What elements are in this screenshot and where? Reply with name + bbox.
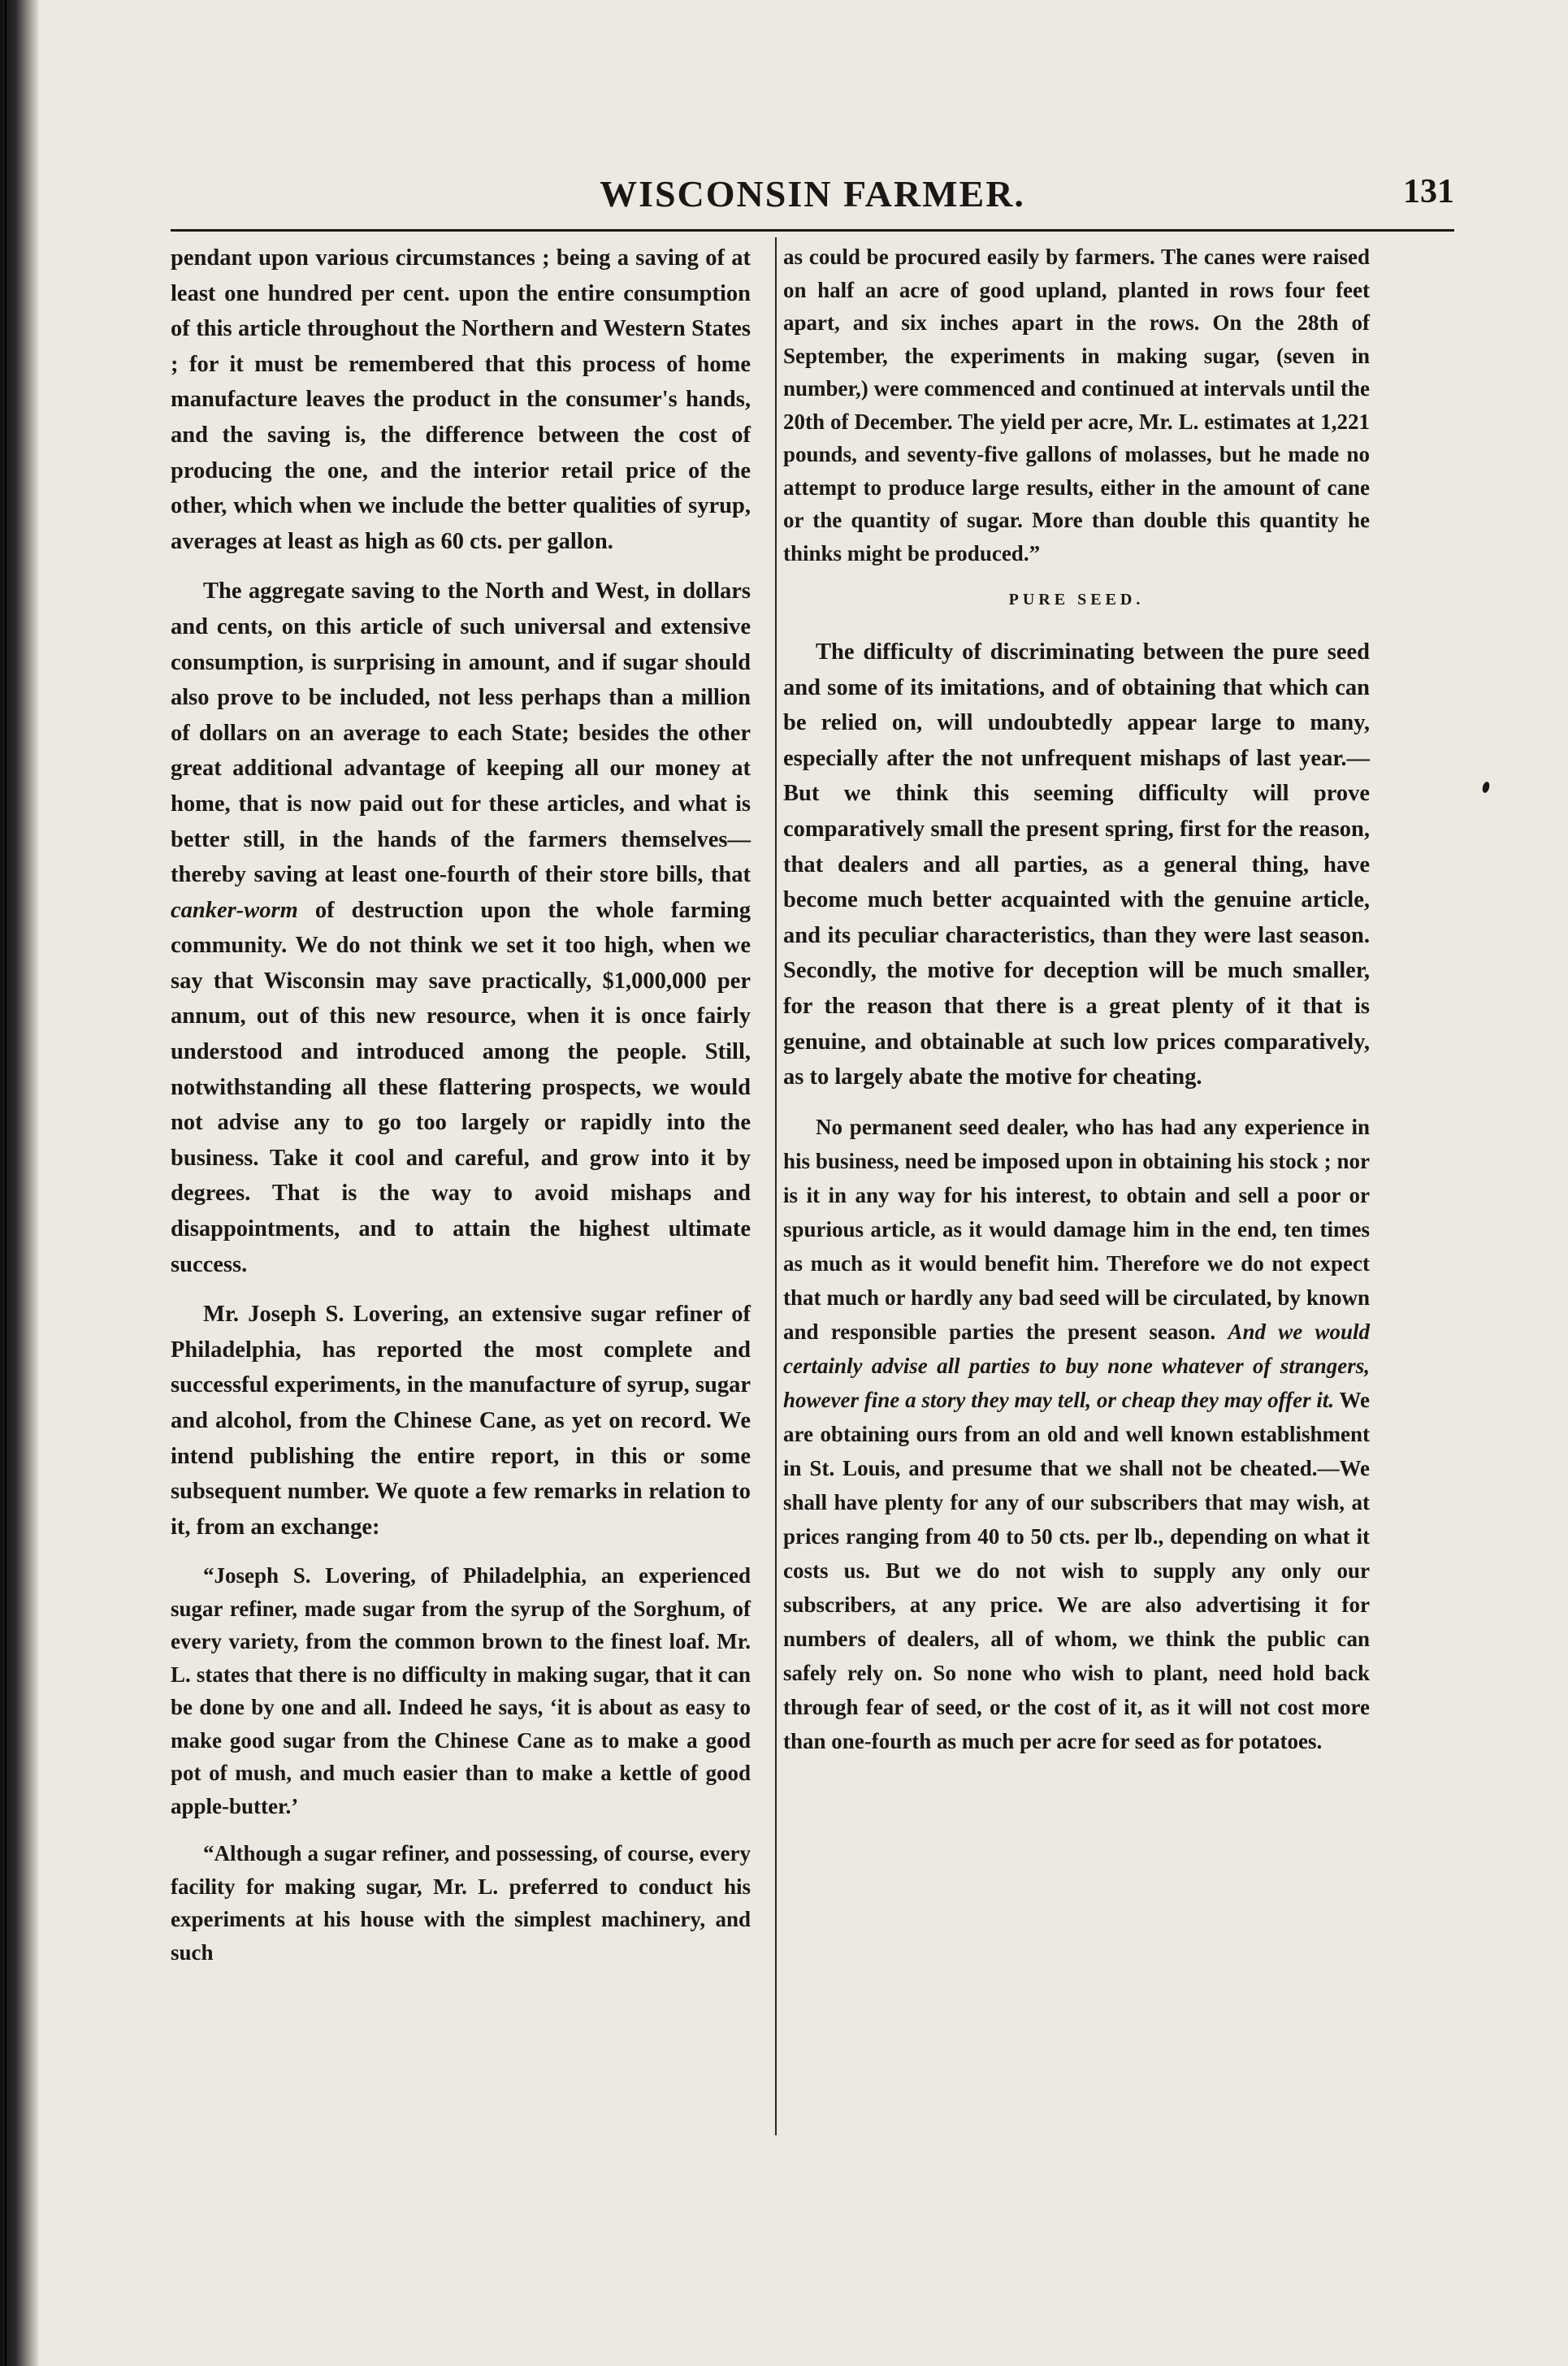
section-heading-pure-seed: PURE SEED. [1008,591,1145,609]
header-rule [171,229,1454,232]
page-header [171,172,1454,229]
canker-worm-phrase: canker-worm [171,897,298,923]
quote-lovering-continued: as could be procured easily by farmers. The canes were raised on half an acre of good upland, planted in rows four feet apart, and six inches apart in the rows. On the 28th of September, the experiments in making sugar, (seven in number,) were commenced and continued at intervals until the 20th of December. The yield per acre, Mr. L. estimates at 1,221 pounds, and seventy-five gallons of molasses, but he made no attempt to produce large results, either in the amount of cane or the quantity of sugar. More than double this quantity he thinks might be produced.” [783,245,1370,566]
paragraph-seed-dealers [783,1110,1370,1758]
paragraph-saving-estimate: pendant upon various circumstances ; being a saving of at least one hundred per cent. upon the entire consumption of this article throughout the Northern and Western States ; for it must be remembered that this process of home manufacture leaves the product in the consumer's hands, and the saving is, the difference between the cost of producing the one, and the interior retail price of the other, which when we include the better qualities of syrup, averages at least as high as 60 cts. per gallon. [171,245,751,554]
right-column [783,240,1370,1758]
aggregate-saving-text: The aggregate saving to the North and West, in dollars and cents, on this article of such universal and extensive consumption, is surprising in amount, and if sugar should also prove to be included, not less perhaps than a million of dollars on an average to each State; besides the other great additional advantage of keeping all our money at home, that is now paid out for these articles, and what is better still, in the hands of the farmers themselves—thereby saving at least one-fourth of their store bills, that [171,578,751,888]
paragraph-lovering-intro: Mr. Joseph S. Lovering, an extensive sugar refiner of Philadelphia, has reported the most complete and successful experiments, in the manufacture of syrup, sugar and alcohol, from the Chinese Cane, as yet on record. We intend publishing the entire report, in this or some subsequent number. We quote a few remarks in relation to it, from an exchange: [171,1302,751,1540]
column-divider [775,237,777,2135]
ink-blot-mark [1481,781,1490,794]
quote-lovering-experiments: “Although a sugar refiner, and possessing, of course, every facility for making sugar, Mr. L. preferred to conduct his experiments at his house with the simplest machinery, and such [171,1841,751,1965]
aggregate-saving-continued: of destruction upon the whole farming community. We do not think we set it too high, when we say that Wisconsin may save practically, $1,000,000 per annum, out of this new resource, when it is once fairly understood and introduced among the people. Still, notwithstanding all these flattering prospects, we would not advise any to go too largely or rapidly into the business. Take it cool and careful, and grow into it by degrees. That is the way to avoid mishaps and disappointments, and to attain the highest ultimate success. [171,897,751,1277]
journal-page [49,0,1568,2366]
paragraph-seed-difficulty: The difficulty of discriminating between the pure seed and some of its imitations, and of obtaining that which can be relied on, will undoubtedly appear large to many, especially after the not unfrequent mishaps of last year.—But we think this seeming difficulty will prove comparatively small the present spring, first for the reason, that dealers and all parties, as a general thing, have become much better acquainted with the genuine article, and its peculiar characteristics, than they were last season. Secondly, the motive for deception will be much smaller, for the reason that there is a great plenty of it that is genuine, and obtainable at such low prices comparatively, as to largely abate the motive for cheating. [783,639,1370,1090]
left-column [171,240,751,1969]
seed-dealers-continued: We are obtaining ours from an old and well known establishment in St. Louis, and presume that we shall not be cheated.—We shall have plenty for any of our subscribers that may wish, at prices ranging from 40 to 50 cts. per lb., depending on what it costs us. But we do not wish to supply any only our subscribers, at any price. We are also advertising it for numbers of dealers, all of whom, we think the public can safely rely on. So none who wish to plant, need hold back through fear of seed, or the cost of it, as it will not cost more than one-fourth as much per acre for seed as for potatoes. [783,1387,1370,1753]
binding-edge-line [5,0,6,2366]
running-title: WISCONSIN FARMER. [600,173,1025,214]
seed-dealers-text: No permanent seed dealer, who has had any experience in his business, need be imposed upon in obtaining his stock ; nor is it in any way for his interest, to obtain and sell a poor or spurious article, as it would damage him in the end, ten times as much as it would benefit him. Therefore we do not expect that much or hardly any bad seed will be circulated, by known and responsible parties the present season. [783,1114,1370,1344]
advice-italic: And we would certainly advise all parties to buy none whatever of strangers, however fine a story they may tell, or cheap they may offer it. [783,1319,1371,1412]
paragraph-aggregate-saving [171,574,751,1282]
quote-lovering-sugar: “Joseph S. Lovering, of Philadelphia, an experienced sugar refiner, made sugar from the syrup of the Sorghum, of every variety, from the common brown to the finest loaf. Mr. L. states that there is no difficulty in making sugar, that it can be done by one and all. Indeed he says, ‘it is about as easy to make good sugar from the Chinese Cane as to make a good pot of mush, and much easier than to make a kettle of good apple-butter.’ [171,1563,751,1818]
page-number: 131 [1403,173,1454,210]
